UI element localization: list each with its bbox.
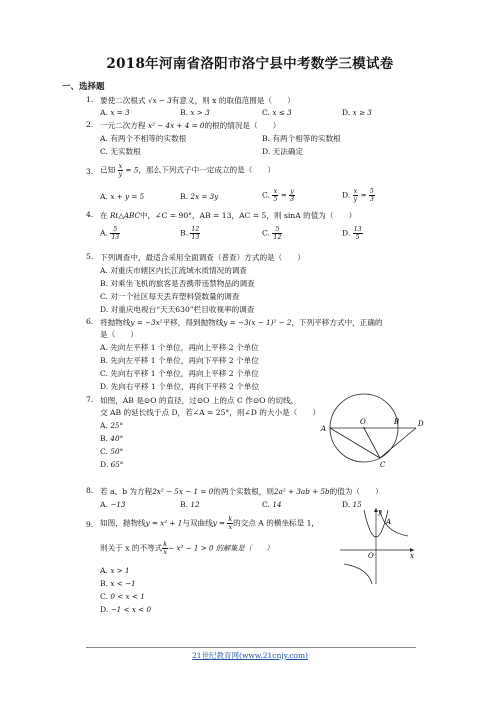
- question-number: 4.: [86, 210, 94, 219]
- question-4-stem: 在 Rt△ABC中，∠C = 90°，AB = 13，AC = 5，则 sinA 的值为（ ）: [100, 211, 357, 220]
- q5-option-d[interactable]: D. 对重庆电视台“天天630”栏目收视率的调查: [100, 305, 255, 314]
- q3-option-b[interactable]: B. 2x = 3y: [180, 192, 219, 201]
- q8-option-d[interactable]: D. 15: [342, 500, 362, 509]
- q4-option-a[interactable]: A. $\frac{5}{13}$: [100, 226, 120, 241]
- label-y: y: [378, 508, 382, 516]
- q7-option-a[interactable]: A. 25°: [100, 421, 124, 430]
- label-d: D: [418, 420, 424, 428]
- parabola-hyperbola-figure: [338, 506, 418, 586]
- section-heading: 一、选择题: [62, 82, 105, 92]
- question-8-stem: 若 a、b 为方程2x² − 5x − 1 = 0的两个实数根，则2a² + 3ab + 5b的值为（ ）: [100, 487, 383, 496]
- label-o: O: [368, 552, 374, 560]
- question-2-stem: 一元二次方程 x² − 4x + 4 = 0的根的情况是（ ）: [100, 121, 281, 130]
- q4-option-b[interactable]: B. $\frac{12}{13}$: [180, 226, 200, 241]
- q6-option-b[interactable]: B. 先向左平移 1 个单位，再向下平移 2 个单位: [100, 356, 259, 365]
- q2-option-d[interactable]: D. 无法确定: [262, 147, 304, 156]
- question-number: 6.: [86, 317, 94, 326]
- label-a: A: [321, 425, 327, 433]
- q2-option-a[interactable]: A. 有两个不相等的实数根: [100, 134, 187, 143]
- circle-tangent-figure: [318, 388, 428, 468]
- q8-option-c[interactable]: C. 14: [262, 500, 282, 509]
- question-number: 9.: [86, 520, 94, 529]
- q9-option-c[interactable]: C. 0 < x < 1: [100, 592, 145, 601]
- q9-option-b[interactable]: B. x < −1: [100, 579, 136, 588]
- q6-option-a[interactable]: A. 先向左平移 1 个单位，再向上平移 2 个单位: [100, 343, 259, 352]
- q1-option-c[interactable]: C. x ≤ 3: [262, 108, 292, 117]
- q2-option-b[interactable]: B. 有两个相等的实数根: [262, 134, 341, 143]
- question-number: 8.: [86, 486, 94, 495]
- question-5-stem: 下列调查中，最适合采用全面调查（普查）方式的是（ ）: [100, 253, 306, 262]
- center-point: [363, 427, 365, 429]
- hyperbola-branch-right: [380, 510, 408, 536]
- q1-option-d[interactable]: D. x ≥ 3: [342, 108, 372, 117]
- q8-option-a[interactable]: A. −13: [100, 500, 126, 509]
- q6-option-d[interactable]: D. 先向右平移 1 个单位，再向下平移 2 个单位: [100, 382, 260, 391]
- question-7-stem-cont: 交 AB 的延长线于点 D，若∠A = 25°，则∠D 的大小是（ ）: [100, 408, 321, 417]
- label-o: O: [360, 418, 366, 426]
- question-number: 2.: [86, 120, 94, 129]
- question-number: 1.: [86, 95, 94, 104]
- q3-option-d[interactable]: D. $\frac{x}{y}$ = $\frac{5}{3}$: [342, 188, 374, 203]
- q9-option-d[interactable]: D. −1 < x < 0: [100, 605, 152, 614]
- label-b: B: [394, 418, 400, 426]
- hyperbola-branch-left: [344, 564, 372, 584]
- q4-option-c[interactable]: C. $\frac{5}{12}$: [262, 226, 282, 241]
- label-x: x: [410, 552, 414, 560]
- question-7-stem: 如图，AB 是⊙O 的直径，过⊙O 上的点 C 作⊙O 的切线，: [100, 396, 299, 405]
- question-number: 5.: [86, 252, 94, 261]
- question-9-stem-cont: 则关于 x 的不等式 $\frac{k}{x}$ − x² − 1 > 0 的解集是（ ）: [100, 541, 274, 556]
- q5-option-a[interactable]: A. 对重庆市辖区内长江流域水质情况的调查: [100, 266, 248, 275]
- question-9-stem: 如图，抛物线y = x² + 1与双曲线y = $\frac{k}{x}$ 的交点 A 的横坐标是 1，: [100, 516, 320, 531]
- q4-option-d[interactable]: D. $\frac{13}{5}$: [342, 226, 362, 241]
- question-number: 3.: [86, 167, 94, 176]
- footer-divider: [86, 647, 416, 648]
- q1-option-b[interactable]: B. x > 3: [180, 108, 210, 117]
- question-1-stem: 要使二次根式 √x − 3有意义，则 x 的取值范围是（ ）: [100, 96, 295, 105]
- label-a: A: [386, 518, 392, 526]
- q2-option-c[interactable]: C. 无实数根: [100, 147, 141, 156]
- question-6-stem-cont: 是（ ）: [100, 330, 138, 339]
- q8-option-b[interactable]: B. 12: [180, 500, 200, 509]
- question-3-stem: 已知 $\frac{x}{y}$ = 5，那么下列式子中一定成立的是（ ）: [100, 163, 276, 178]
- line-ac: [330, 428, 380, 458]
- q7-option-d[interactable]: D. 65°: [100, 460, 124, 469]
- q1-option-a[interactable]: A. x = 3: [100, 108, 130, 117]
- q6-option-c[interactable]: C. 先向右平移 1 个单位，再向上平移 2 个单位: [100, 369, 259, 378]
- q3-option-c[interactable]: C. $\frac{x}{5}$ = $\frac{y}{3}$: [262, 188, 294, 203]
- q9-option-a[interactable]: A. x > 1: [100, 566, 130, 575]
- footer-link[interactable]: 21世纪教育网(www.21cnjy.com): [191, 651, 308, 660]
- q5-option-b[interactable]: B. 对乘坐飞机的旅客是否携带违禁物品的调查: [100, 279, 255, 288]
- q3-option-a[interactable]: A. x + y = 5: [100, 192, 145, 201]
- q5-option-c[interactable]: C. 对一个社区每天丢弃塑料袋数量的调查: [100, 292, 240, 301]
- page-title: 2018年河南省洛阳市洛宁县中考数学三模试卷: [106, 56, 394, 72]
- q7-option-c[interactable]: C. 50°: [100, 447, 124, 456]
- q7-option-b[interactable]: B. 40°: [100, 434, 124, 443]
- label-c: C: [380, 461, 386, 469]
- question-number: 7.: [86, 395, 94, 404]
- question-6-stem: 将抛物线y = −3x²平移，得到抛物线y = −3(x − 1)² − 2，下列平移方式中，正确的: [100, 318, 383, 327]
